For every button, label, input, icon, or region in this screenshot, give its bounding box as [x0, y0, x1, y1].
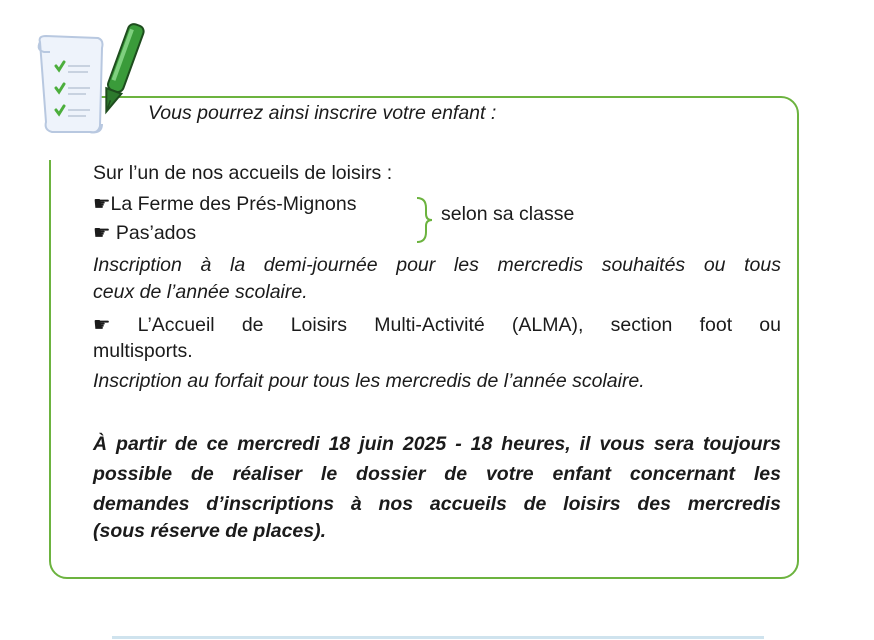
checklist-pen-icon [30, 14, 150, 144]
forfait-line: Inscription au forfait pour tous les mercredis de l’année scolaire. [93, 370, 645, 392]
pointing-hand-icon: ☛ [93, 314, 111, 336]
notice-line-3: demandes d’inscriptions à nos accueils de loisirs des mercredis [93, 493, 781, 515]
option-label: La Ferme des Prés-Mignons [110, 193, 357, 215]
half-day-line-2: ceux de l’année scolaire. [93, 281, 308, 303]
next-section-border [112, 636, 764, 639]
alma-line-1 [93, 311, 781, 341]
option-ferme [93, 192, 357, 216]
brace-note: selon sa classe [441, 203, 575, 225]
alma-line-2: multisports. [93, 340, 193, 362]
intro-text: Vous pourrez ainsi inscrire votre enfant : [148, 102, 497, 124]
alma-text: L’Accueil de Loisirs Multi-Activité (ALMA), section foot ou [137, 314, 781, 336]
notice-line-1: À partir de ce mercredi 18 juin 2025 - 18 heures, il vous sera toujours [93, 433, 781, 455]
leisure-heading: Sur l’un de nos accueils de loisirs : [93, 162, 393, 184]
option-label: Pas’ados [115, 222, 197, 244]
half-day-line-1: Inscription à la demi-journée pour les mercredis souhaités ou tous [93, 254, 781, 276]
pointing-hand-icon: ☛ [93, 193, 111, 215]
option-pasados [93, 221, 196, 245]
notice-line-2: possible de réaliser le dossier de votre enfant concernant les [93, 463, 781, 485]
curly-brace-icon [414, 196, 434, 244]
pointing-hand-icon: ☛ [93, 222, 111, 244]
notice-line-4: (sous réserve de places). [93, 520, 327, 542]
